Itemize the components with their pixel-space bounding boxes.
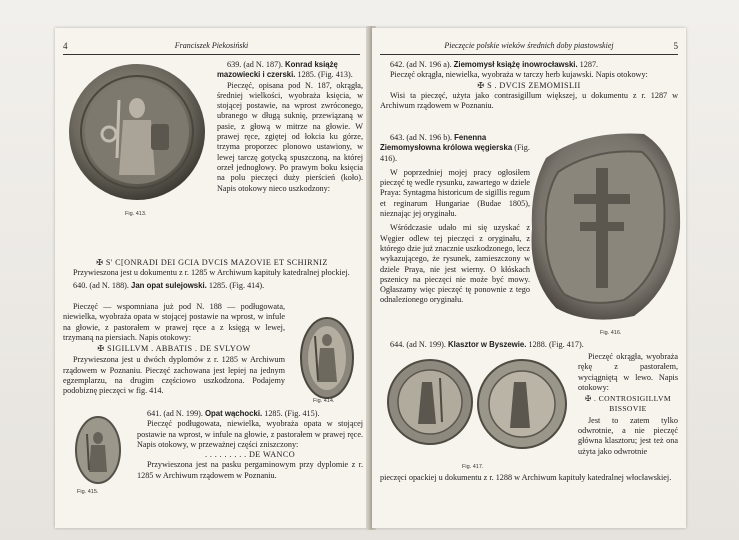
- entry-640-title: Jan opat sulejowski.: [130, 280, 207, 290]
- entry-642-note: Wisi ta pieczęć, użyta jako contrasigillum większej, u dokumentu z r. 1287 w Archiwum rządowem w Poznaniu.: [380, 90, 678, 111]
- running-header-right: [380, 40, 678, 55]
- entry-643-body2: Wśródczasie udało mi się uzyskać z Węgier odlew tej pieczęci z oryginału, z którego dzie już znacznie uszkodzonego, lecz wykazującego, że rysunek, zamieszczony w dziele Praya, nie jest wierny. O kłóskach pszenicy na pieczęci nie może być mowy. Ogłaszamy więc pieczęć tę ponownie z tego odnalezionego oryginału.: [380, 223, 530, 305]
- entry-640-figref: 1285. (Fig. 414).: [208, 280, 265, 290]
- entry-639-note: Przywieszona jest u dokumentu z r. 1285 w Archiwum kapituły katedralnej płockiej.: [73, 268, 350, 278]
- entry-644-body: Pieczęć okrągła, wyobraża rękę z pastorałem, wyciągniętą w lewo. Napis otokowy:: [578, 352, 678, 392]
- entry-641-body: Pieczęć podługowata, niewielka, wyobraża opata w stojącej postawie na wprost, w infule na głowie, z pastorałem w prawej ręce. Napis otokowy, w przeważnej części zniszczony:: [137, 419, 363, 449]
- caption-fig414: Fig. 414.: [313, 398, 335, 404]
- entry-643-body1: W poprzedniej mojej pracy ogłosiłem pieczęć tę wedle rysunku, zawartego w dziele Praya: Syntagma historicum de sigillis regum et reginarum Hungariae (Budae 1805), nieznając jej oryginału.: [380, 167, 530, 219]
- caption-fig413: Fig. 413.: [125, 211, 147, 217]
- running-header-left: [63, 40, 360, 55]
- running-head-title: Pieczęcie polskie wieków średnich doby piastowskiej: [444, 41, 614, 50]
- entry-644-note-side: Jest to zatem tylko odwrotnie, a nie pieczęć główna klasztoru; jest też ona użyta jako odwrotnie: [578, 415, 678, 456]
- entry-640-note: Przywieszona jest u dwóch dyplomów z r. 1285 w Archiwum rządowem w Poznaniu. Pieczęć zachowana jest lepiej na jednym egzemplarzu, na drugim częściowo uszkodzona. Podajemy podobiznę pieczęci w fig. 414.: [63, 355, 285, 396]
- entry-643-title: Fenenna Ziemomysłowna królowa węgierska: [380, 133, 513, 153]
- entry-641-title: Opat wąchocki.: [204, 409, 263, 418]
- entry-639-title: Konrad książę mazowiecki i czerski.: [217, 60, 338, 80]
- entry-641-heading: 641. (ad N. 199).: [147, 409, 203, 418]
- caption-fig417: Fig. 417.: [462, 464, 484, 470]
- entry-640-text: [63, 302, 285, 397]
- seal-image-fig413: [63, 60, 211, 210]
- entry-639-figref: 1285. (Fig. 413).: [297, 70, 353, 80]
- entry-644-note-bottom-block: [380, 473, 678, 483]
- entry-644-heading-line: [380, 340, 678, 350]
- entry-642-body: Pieczęć okrągła, niewielka, wyobraża w tarczy herb kujawski. Napis otokowy:: [390, 70, 648, 80]
- entry-644-heading: 644. (ad N. 199).: [390, 340, 446, 349]
- entry-642-text: [380, 60, 678, 111]
- entry-644-legend: ✠ . CONTROSIGILLVM BISSOVIE: [584, 394, 672, 414]
- entry-641-text: [137, 409, 363, 481]
- entry-639-legend: ✠ S' C[ONRADI DEI GCIA DVCIS MAZOVIE ET SCHIRNIZ: [96, 258, 328, 267]
- entry-641-note: Przywieszona jest na pasku pergaminowym przy dyplomie z r. 1285 w Archiwum rządowem w Poznaniu.: [137, 460, 363, 480]
- running-head-title: Franciszek Piekosiński: [174, 41, 249, 50]
- page-number: 4: [63, 41, 68, 51]
- entry-642-year: 1287.: [579, 60, 599, 69]
- seal-image-fig415: [63, 412, 133, 488]
- entry-640-legend: ✠ SIGILLVM . ABBATIS . DE SVLYOW: [97, 344, 251, 354]
- entry-639-continued: [63, 258, 361, 291]
- right-page: [372, 28, 686, 528]
- left-page: [55, 28, 368, 528]
- entry-643-heading: 643. (ad N. 196 b).: [390, 133, 453, 142]
- entry-642-title: Ziemomysł książę inowrocławski.: [453, 60, 578, 69]
- entry-644-note-bottom: pieczęci opackiej u dokumentu z r. 1288 w Archiwum kapituły katedralnej włocławskiej.: [380, 473, 672, 482]
- entry-641-legend: . . . . . . . . . DE WANCO: [204, 450, 296, 460]
- seal-image-fig417: [382, 352, 572, 462]
- entry-641-figref: 1285. (Fig. 415).: [264, 409, 320, 418]
- entry-639-text: [217, 60, 363, 194]
- seal-image-fig416: [524, 128, 684, 328]
- entry-639-body: Pieczęć, opisana pod N. 187, okrągła, średniej wielkości, wyobraża księcia, w stojącej postawie, na wprost zwróconego, ubranego w długą suknię, przewiązaną w pasie, z głową w mitrze na głowie. W prawej ręce, zgiętej od łokcia ku górze, trzyma proporzec plonowo ustawiony, w lewej tarczę gotycką spuszczoną, na której orzeł jednogłowy. Po prawym boku księcia na polu pieczęci duży pierścień (koło). Napis otokowy nieco uszkodzony:: [217, 80, 363, 193]
- caption-fig415: Fig. 415.: [77, 489, 99, 495]
- entry-643-figref: (Fig. 416).: [380, 143, 530, 163]
- entry-644-title: Klasztor w Byszewie.: [447, 340, 527, 349]
- entry-643-text: [380, 133, 530, 306]
- entry-639-heading: 639. (ad N. 187).: [227, 60, 283, 69]
- entry-642-heading: 642. (ad N. 196 a).: [390, 60, 452, 69]
- seal-image-fig414: [291, 316, 363, 402]
- entry-642-legend: ✠ S . DVCIS ZEMOMISLII: [477, 80, 581, 90]
- page-number: 5: [673, 41, 678, 51]
- entry-644-figref: 1288. (Fig. 417).: [528, 340, 584, 349]
- entry-640-heading: 640. (ad N. 188).: [73, 280, 129, 290]
- entry-640-body: Pieczęć — wspomniana już pod N. 188 — podługowata, niewielka, wyobraża opata w stojącej postawie na wprost, w infule na głowie, z pastorałem w prawej ręce a z księgą w lewej, trzymaną na piersiach. Napis otokowy:: [63, 302, 285, 342]
- entry-644-text: [578, 352, 678, 457]
- caption-fig416: Fig. 416.: [600, 330, 622, 336]
